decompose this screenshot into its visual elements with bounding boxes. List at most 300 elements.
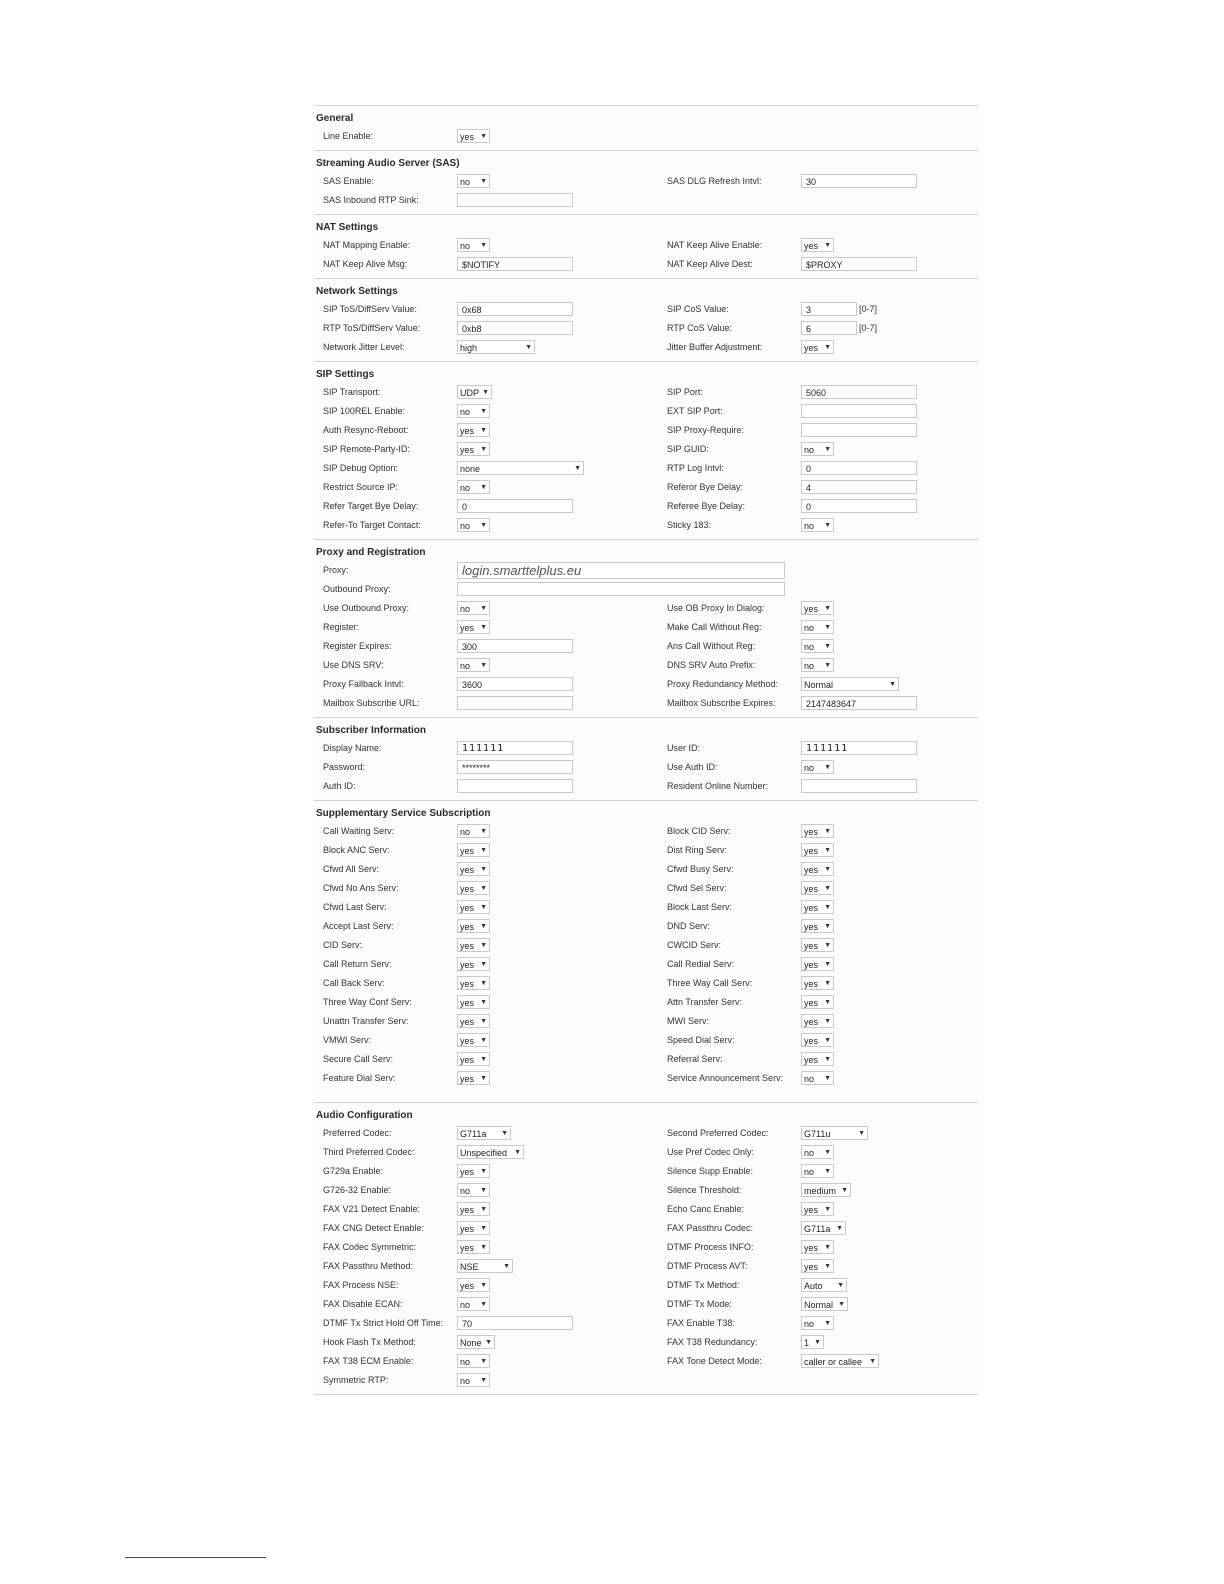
nat-keepalive-dest-input[interactable]: $PROXY	[801, 257, 917, 271]
supp-service-label: Unattn Transfer Serv:	[323, 1016, 409, 1026]
resident-number-input[interactable]	[801, 779, 917, 793]
settings-row	[314, 618, 978, 637]
sticky-183-select[interactable]: no ▼	[801, 518, 834, 532]
chevron-down-icon: ▼	[480, 662, 487, 669]
chevron-down-icon: ▼	[824, 764, 831, 771]
settings-row	[314, 898, 978, 917]
chevron-down-icon: ▼	[480, 133, 487, 140]
sas-dlg-refresh-input[interactable]: 30	[801, 174, 917, 188]
settings-row	[314, 1276, 978, 1295]
supp-service-select[interactable]: yes ▼	[457, 976, 490, 990]
chevron-down-icon: ▼	[480, 1282, 487, 1289]
supp-service-select[interactable]: yes ▼	[801, 1052, 834, 1066]
chevron-down-icon: ▼	[480, 446, 487, 453]
chevron-down-icon: ▼	[480, 847, 487, 854]
supp-service-select[interactable]: yes ▼	[457, 995, 490, 1009]
chevron-down-icon: ▼	[574, 465, 581, 472]
settings-row	[314, 191, 978, 210]
chevron-down-icon: ▼	[480, 178, 487, 185]
chevron-down-icon: ▼	[824, 942, 831, 949]
remote-party-label: SIP Remote-Party-ID:	[323, 444, 410, 454]
chevron-down-icon: ▼	[480, 923, 487, 930]
use-auth-id-label: Use Auth ID:	[667, 762, 718, 772]
settings-row	[314, 1238, 978, 1257]
supp-service-label: Cfwd Sel Serv:	[667, 883, 727, 893]
chevron-down-icon: ▼	[525, 344, 532, 351]
section-title: Audio Configuration	[316, 1110, 413, 1121]
nat-mapping-label: NAT Mapping Enable:	[323, 240, 411, 250]
preferred-codec-select[interactable]: G711a ▼	[457, 1126, 511, 1140]
fax-tone-detect-label: FAX Tone Detect Mode:	[667, 1356, 762, 1366]
chevron-down-icon: ▼	[501, 1130, 508, 1137]
use-dns-srv-select[interactable]: no ▼	[457, 658, 490, 672]
proxy-require-label: SIP Proxy-Require:	[667, 425, 744, 435]
sip-cos-input[interactable]: 3	[801, 302, 857, 316]
chevron-down-icon: ▼	[814, 1339, 821, 1346]
dtmf-tx-method-label: DTMF Tx Method:	[667, 1280, 740, 1290]
chevron-down-icon: ▼	[824, 866, 831, 873]
supp-service-label: Call Waiting Serv:	[323, 826, 395, 836]
supplementary-rows	[314, 822, 978, 1088]
fax-v21-label: FAX V21 Detect Enable:	[323, 1204, 421, 1214]
settings-row	[314, 758, 978, 777]
referee-bye-label: Referee Bye Delay:	[667, 501, 746, 511]
chevron-down-icon: ▼	[824, 923, 831, 930]
nat-mapping-select[interactable]: no ▼	[457, 238, 490, 252]
settings-row	[314, 1162, 978, 1181]
redundancy-label: Proxy Redundancy Method:	[667, 679, 779, 689]
use-outbound-select[interactable]: no ▼	[457, 601, 490, 615]
dns-auto-prefix-label: DNS SRV Auto Prefix:	[667, 660, 756, 670]
use-outbound-label: Use Outbound Proxy:	[323, 603, 410, 613]
settings-panel	[314, 105, 978, 1395]
chevron-down-icon: ▼	[869, 1358, 876, 1365]
register-label: Register:	[323, 622, 360, 632]
fax-t38-redundancy-select[interactable]: 1 ▼	[801, 1335, 824, 1349]
fax-cng-select[interactable]: yes ▼	[457, 1221, 490, 1235]
sip-port-input[interactable]: 5060	[801, 385, 917, 399]
auth-id-input[interactable]	[457, 779, 573, 793]
supp-service-label: Referral Serv:	[667, 1054, 723, 1064]
g729a-label: G729a Enable:	[323, 1166, 384, 1176]
settings-row	[314, 383, 978, 402]
chevron-down-icon: ▼	[514, 1149, 521, 1156]
mailbox-url-input[interactable]	[457, 696, 573, 710]
chevron-down-icon: ▼	[480, 1225, 487, 1232]
rtp-tos-label: RTP ToS/DiffServ Value:	[323, 323, 421, 333]
section-title: NAT Settings	[316, 222, 379, 233]
symmetric-rtp-select[interactable]: no ▼	[457, 1373, 490, 1387]
display-name-input[interactable]: 111111	[457, 741, 573, 755]
ans-call-noreg-select[interactable]: no ▼	[801, 639, 834, 653]
chevron-down-icon: ▼	[824, 1056, 831, 1063]
use-ob-dialog-select[interactable]: yes ▼	[801, 601, 834, 615]
section-network	[314, 278, 978, 361]
chevron-down-icon: ▼	[824, 961, 831, 968]
settings-row	[314, 421, 978, 440]
display-name-label: Display Name:	[323, 743, 382, 753]
fax-codec-sym-label: FAX Codec Symmetric:	[323, 1242, 417, 1252]
supp-service-select[interactable]: yes ▼	[457, 843, 490, 857]
settings-row	[314, 656, 978, 675]
settings-row	[314, 599, 978, 618]
sip-100rel-select[interactable]: no ▼	[457, 404, 490, 418]
settings-row	[314, 338, 978, 357]
supp-service-select[interactable]: yes ▼	[801, 919, 834, 933]
supp-service-label: CID Serv:	[323, 940, 363, 950]
settings-row	[314, 1124, 978, 1143]
chevron-down-icon: ▼	[480, 999, 487, 1006]
supp-service-label: Cfwd Busy Serv:	[667, 864, 734, 874]
dtmf-tx-method-select[interactable]: Auto ▼	[801, 1278, 847, 1292]
supp-service-select[interactable]: yes ▼	[457, 881, 490, 895]
refer-to-target-label: Refer-To Target Contact:	[323, 520, 421, 530]
dtmf-hold-input[interactable]: 70	[457, 1316, 573, 1330]
settings-row	[314, 1314, 978, 1333]
settings-row	[314, 1031, 978, 1050]
settings-row	[314, 236, 978, 255]
sip-port-label: SIP Port:	[667, 387, 703, 397]
chevron-down-icon: ▼	[858, 1130, 865, 1137]
supp-service-select[interactable]: yes ▼	[457, 938, 490, 952]
fallback-label: Proxy Fallback Intvl:	[323, 679, 404, 689]
password-input[interactable]: ********	[457, 760, 573, 774]
nat-keepalive-dest-label: NAT Keep Alive Dest:	[667, 259, 753, 269]
supp-service-select[interactable]: no ▼	[801, 1071, 834, 1085]
use-pref-only-select[interactable]: no ▼	[801, 1145, 834, 1159]
sip-transport-select[interactable]: UDP ▼	[457, 385, 492, 399]
fax-passthru-codec-select[interactable]: G711a ▼	[801, 1221, 846, 1235]
referor-bye-input[interactable]: 4	[801, 480, 917, 494]
supp-service-label: Dist Ring Serv:	[667, 845, 728, 855]
supp-service-select[interactable]: yes ▼	[801, 1014, 834, 1028]
supp-service-label: VMWI Serv:	[323, 1035, 372, 1045]
restrict-ip-select[interactable]: no ▼	[457, 480, 490, 494]
referee-bye-input[interactable]: 0	[801, 499, 917, 513]
fax-t38-select[interactable]: no ▼	[801, 1316, 834, 1330]
fallback-input[interactable]: 3600	[457, 677, 573, 691]
chevron-down-icon: ▼	[824, 344, 831, 351]
silence-threshold-select[interactable]: medium ▼	[801, 1183, 851, 1197]
settings-row	[314, 841, 978, 860]
chevron-down-icon: ▼	[889, 681, 896, 688]
fax-passthru-codec-label: FAX Passthru Codec:	[667, 1223, 754, 1233]
chevron-down-icon: ▼	[480, 484, 487, 491]
supp-service-select[interactable]: yes ▼	[457, 900, 490, 914]
rtp-cos-input[interactable]: 6	[801, 321, 857, 335]
register-expires-label: Register Expires:	[323, 641, 392, 651]
dns-auto-prefix-select[interactable]: no ▼	[801, 658, 834, 672]
mailbox-url-label: Mailbox Subscribe URL:	[323, 698, 420, 708]
sas-enable-select[interactable]: no ▼	[457, 174, 490, 188]
second-codec-label: Second Preferred Codec:	[667, 1128, 769, 1138]
resident-number-label: Resident Online Number:	[667, 781, 769, 791]
sticky-183-label: Sticky 183:	[667, 520, 712, 530]
hook-flash-select[interactable]: None ▼	[457, 1335, 495, 1349]
mailbox-expires-input[interactable]: 2147483647	[801, 696, 917, 710]
supp-service-select[interactable]: yes ▼	[801, 995, 834, 1009]
third-codec-select[interactable]: Unspecified ▼	[457, 1145, 524, 1159]
chevron-down-icon: ▼	[824, 904, 831, 911]
settings-row	[314, 1295, 978, 1314]
use-ob-dialog-label: Use OB Proxy In Dialog:	[667, 603, 765, 613]
g729a-select[interactable]: yes ▼	[457, 1164, 490, 1178]
referor-bye-label: Referor Bye Delay:	[667, 482, 744, 492]
supp-service-select[interactable]: yes ▼	[457, 957, 490, 971]
chevron-down-icon: ▼	[824, 1149, 831, 1156]
sip-guid-label: SIP GUID:	[667, 444, 709, 454]
footer-divider	[125, 1557, 266, 1558]
settings-row	[314, 675, 978, 694]
chevron-down-icon: ▼	[824, 1037, 831, 1044]
proxy-input[interactable]: login.smarttelplus.eu	[457, 562, 785, 579]
chevron-down-icon: ▼	[824, 1263, 831, 1270]
chevron-down-icon: ▼	[824, 999, 831, 1006]
fax-t38-redundancy-label: FAX T38 Redundancy:	[667, 1337, 758, 1347]
settings-row	[314, 516, 978, 535]
fax-codec-sym-select[interactable]: yes ▼	[457, 1240, 490, 1254]
supp-service-select[interactable]: yes ▼	[457, 1052, 490, 1066]
nat-keepalive-enable-label: NAT Keep Alive Enable:	[667, 240, 763, 250]
settings-row	[314, 1050, 978, 1069]
fax-disable-ecan-label: FAX Disable ECAN:	[323, 1299, 403, 1309]
chevron-down-icon: ▼	[824, 446, 831, 453]
outbound-proxy-input[interactable]	[457, 582, 785, 596]
chevron-down-icon: ▼	[480, 1244, 487, 1251]
chevron-down-icon: ▼	[824, 1320, 831, 1327]
proxy-require-input[interactable]	[801, 423, 917, 437]
settings-row	[314, 1257, 978, 1276]
chevron-down-icon: ▼	[480, 427, 487, 434]
sas-dlg-refresh-label: SAS DLG Refresh Intvl:	[667, 176, 762, 186]
third-codec-label: Third Preferred Codec:	[323, 1147, 415, 1157]
supp-service-select[interactable]: yes ▼	[801, 957, 834, 971]
sas-enable-label: SAS Enable:	[323, 176, 375, 186]
make-call-noreg-select[interactable]: no ▼	[801, 620, 834, 634]
chevron-down-icon: ▼	[824, 662, 831, 669]
settings-row	[314, 1143, 978, 1162]
use-auth-id-select[interactable]: no ▼	[801, 760, 834, 774]
sas-inbound-input[interactable]	[457, 193, 573, 207]
section-nat	[314, 214, 978, 278]
settings-row	[314, 127, 978, 146]
supp-service-label: Cfwd No Ans Serv:	[323, 883, 399, 893]
supp-service-label: Secure Call Serv:	[323, 1054, 394, 1064]
supp-service-label: Three Way Call Serv:	[667, 978, 753, 988]
register-select[interactable]: yes ▼	[457, 620, 490, 634]
settings-row	[314, 1333, 978, 1352]
section-sip	[314, 361, 978, 539]
line-enable-select[interactable]: yes ▼	[457, 129, 490, 143]
redundancy-select[interactable]: Normal ▼	[801, 677, 899, 691]
supp-service-select[interactable]: yes ▼	[801, 862, 834, 876]
settings-row	[314, 974, 978, 993]
chevron-down-icon: ▼	[480, 1206, 487, 1213]
supp-service-select[interactable]: yes ▼	[801, 824, 834, 838]
supp-service-label: Block ANC Serv:	[323, 845, 390, 855]
rtp-tos-input[interactable]: 0xb8	[457, 321, 573, 335]
supp-service-label: Call Back Serv:	[323, 978, 385, 988]
section-title: General	[316, 113, 354, 124]
settings-row	[314, 1200, 978, 1219]
supp-service-select[interactable]: yes ▼	[457, 1014, 490, 1028]
supp-service-select[interactable]: yes ▼	[801, 881, 834, 895]
section-proxy	[314, 539, 978, 717]
fax-t38-label: FAX Enable T38:	[667, 1318, 735, 1328]
supp-service-select[interactable]: yes ▼	[457, 919, 490, 933]
settings-row	[314, 860, 978, 879]
settings-row	[314, 822, 978, 841]
supp-service-select[interactable]: no ▼	[457, 824, 490, 838]
remote-party-select[interactable]: yes ▼	[457, 442, 490, 456]
sip-guid-select[interactable]: no ▼	[801, 442, 834, 456]
ans-call-noreg-label: Ans Call Without Reg:	[667, 641, 756, 651]
user-id-label: User ID:	[667, 743, 701, 753]
refer-target-bye-input[interactable]: 0	[457, 499, 573, 513]
dtmf-info-select[interactable]: yes ▼	[801, 1240, 834, 1254]
supp-service-label: Cfwd Last Serv:	[323, 902, 387, 912]
nat-keepalive-enable-select[interactable]: yes ▼	[801, 238, 834, 252]
chevron-down-icon: ▼	[480, 1377, 487, 1384]
rtp-log-input[interactable]: 0	[801, 461, 917, 475]
chevron-down-icon: ▼	[824, 624, 831, 631]
supp-service-select[interactable]: yes ▼	[801, 1033, 834, 1047]
settings-row	[314, 580, 978, 599]
chevron-down-icon: ▼	[503, 1263, 510, 1270]
settings-row	[314, 1069, 978, 1088]
sip-debug-label: SIP Debug Option:	[323, 463, 398, 473]
sip-cos-label: SIP CoS Value:	[667, 304, 729, 314]
supp-service-select[interactable]: yes ▼	[801, 843, 834, 857]
fax-nse-label: FAX Process NSE:	[323, 1280, 399, 1290]
supp-service-label: Speed Dial Serv:	[667, 1035, 735, 1045]
jitter-adjust-select[interactable]: yes ▼	[801, 340, 834, 354]
user-id-input[interactable]: 111111	[801, 741, 917, 755]
auth-id-label: Auth ID:	[323, 781, 356, 791]
fax-t38-ecm-label: FAX T38 ECM Enable:	[323, 1356, 414, 1366]
section-title: Network Settings	[316, 286, 398, 297]
settings-row	[314, 936, 978, 955]
jitter-level-label: Network Jitter Level:	[323, 342, 405, 352]
section-supplementary	[314, 800, 978, 1092]
echo-canc-select[interactable]: yes ▼	[801, 1202, 834, 1216]
fax-passthru-method-select[interactable]: NSE ▼	[457, 1259, 513, 1273]
settings-row	[314, 1012, 978, 1031]
nat-keepalive-msg-input[interactable]: $NOTIFY	[457, 257, 573, 271]
refer-to-target-select[interactable]: no ▼	[457, 518, 490, 532]
dtmf-tx-mode-select[interactable]: Normal ▼	[801, 1297, 848, 1311]
use-pref-only-label: Use Pref Codec Only:	[667, 1147, 755, 1157]
dtmf-hold-label: DTMF Tx Strict Hold Off Time:	[323, 1318, 444, 1328]
chevron-down-icon: ▼	[480, 885, 487, 892]
chevron-down-icon: ▼	[824, 522, 831, 529]
supp-service-label: Attn Transfer Serv:	[667, 997, 743, 1007]
jitter-level-select[interactable]: high ▼	[457, 340, 535, 354]
register-expires-input[interactable]: 300	[457, 639, 573, 653]
fax-v21-select[interactable]: yes ▼	[457, 1202, 490, 1216]
chevron-down-icon: ▼	[480, 1018, 487, 1025]
hook-flash-label: Hook Flash Tx Method:	[323, 1337, 416, 1347]
chevron-down-icon: ▼	[480, 624, 487, 631]
fax-nse-select[interactable]: yes ▼	[457, 1278, 490, 1292]
password-label: Password:	[323, 762, 366, 772]
supp-service-select[interactable]: yes ▼	[801, 976, 834, 990]
chevron-down-icon: ▼	[824, 643, 831, 650]
dtmf-avt-label: DTMF Process AVT:	[667, 1261, 748, 1271]
panel-bottom-border	[314, 1394, 978, 1395]
supp-service-label: CWCID Serv:	[667, 940, 721, 950]
chevron-down-icon: ▼	[480, 605, 487, 612]
fax-tone-detect-select[interactable]: caller or callee ▼	[801, 1354, 879, 1368]
chevron-down-icon: ▼	[482, 389, 489, 396]
fax-disable-ecan-select[interactable]: no ▼	[457, 1297, 490, 1311]
section-title: Subscriber Information	[316, 725, 427, 736]
ext-sip-port-input[interactable]	[801, 404, 917, 418]
settings-row	[314, 402, 978, 421]
chevron-down-icon: ▼	[480, 980, 487, 987]
supp-service-select[interactable]: yes ▼	[457, 1033, 490, 1047]
supp-service-label: MWI Serv:	[667, 1016, 709, 1026]
silence-supp-select[interactable]: no ▼	[801, 1164, 834, 1178]
dtmf-tx-mode-label: DTMF Tx Mode:	[667, 1299, 732, 1309]
settings-row	[314, 459, 978, 478]
sip-debug-select[interactable]: none ▼	[457, 461, 584, 475]
auth-resync-label: Auth Resync-Reboot:	[323, 425, 409, 435]
g726-select[interactable]: no ▼	[457, 1183, 490, 1197]
chevron-down-icon: ▼	[824, 1206, 831, 1213]
preferred-codec-label: Preferred Codec:	[323, 1128, 392, 1138]
chevron-down-icon: ▼	[480, 1187, 487, 1194]
chevron-down-icon: ▼	[480, 1037, 487, 1044]
fax-t38-ecm-select[interactable]: no ▼	[457, 1354, 490, 1368]
g726-label: G726-32 Enable:	[323, 1185, 392, 1195]
supp-service-label: Block CID Serv:	[667, 826, 731, 836]
settings-row	[314, 917, 978, 936]
settings-row	[314, 1371, 978, 1390]
silence-threshold-label: Silence Threshold:	[667, 1185, 742, 1195]
chevron-down-icon: ▼	[837, 1282, 844, 1289]
symmetric-rtp-label: Symmetric RTP:	[323, 1375, 389, 1385]
settings-row	[314, 993, 978, 1012]
settings-row	[314, 739, 978, 758]
section-audio	[314, 1102, 978, 1394]
chevron-down-icon: ▼	[480, 242, 487, 249]
sip-tos-input[interactable]: 0x68	[457, 302, 573, 316]
auth-resync-select[interactable]: yes ▼	[457, 423, 490, 437]
section-title: Streaming Audio Server (SAS)	[316, 158, 460, 169]
chevron-down-icon: ▼	[824, 980, 831, 987]
supp-service-select[interactable]: yes ▼	[801, 938, 834, 952]
proxy-label: Proxy:	[323, 565, 349, 575]
section-subscriber	[314, 717, 978, 800]
fax-cng-label: FAX CNG Detect Enable:	[323, 1223, 425, 1233]
settings-row	[314, 637, 978, 656]
chevron-down-icon: ▼	[480, 1168, 487, 1175]
supp-service-select[interactable]: yes ▼	[457, 1071, 490, 1085]
second-codec-select[interactable]: G711u ▼	[801, 1126, 868, 1140]
settings-row	[314, 561, 978, 580]
dtmf-avt-select[interactable]: yes ▼	[801, 1259, 834, 1273]
supp-service-select[interactable]: yes ▼	[457, 862, 490, 876]
section-general	[314, 105, 978, 150]
chevron-down-icon: ▼	[824, 1075, 831, 1082]
chevron-down-icon: ▼	[824, 605, 831, 612]
settings-row	[314, 1181, 978, 1200]
chevron-down-icon: ▼	[480, 408, 487, 415]
use-dns-srv-label: Use DNS SRV:	[323, 660, 384, 670]
silence-supp-label: Silence Supp Enable:	[667, 1166, 754, 1176]
supp-service-select[interactable]: yes ▼	[801, 900, 834, 914]
